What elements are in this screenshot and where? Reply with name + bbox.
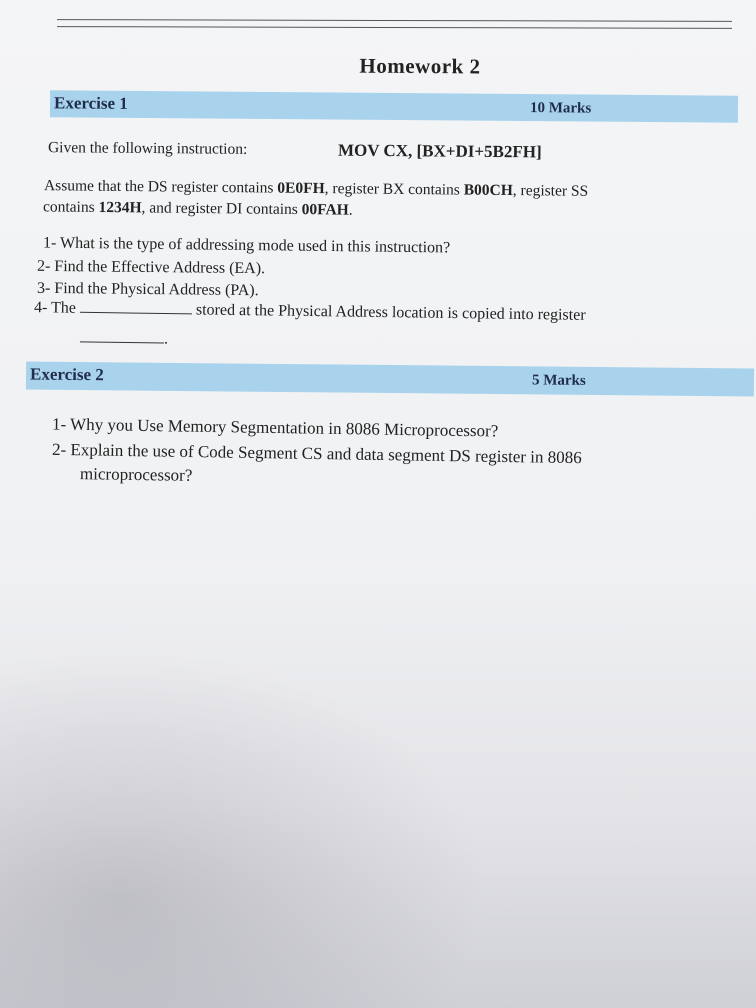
given-instruction-line <box>47 139 542 162</box>
exercise2-label: Exercise 2 <box>29 364 104 385</box>
assume-text-3: , register SS <box>512 182 589 200</box>
assume-line-2 <box>43 198 353 219</box>
question-4 <box>34 299 586 325</box>
question-3: 3- Find the Physical Address (PA). <box>36 279 259 300</box>
q4-blank-1 <box>80 300 192 315</box>
assume-line-1 <box>44 177 588 201</box>
exercise1-label: Exercise 1 <box>53 93 128 113</box>
given-label: Given the following instruction: <box>47 139 248 158</box>
exercise1-header <box>50 90 738 122</box>
bx-value: B00CH <box>463 181 513 200</box>
q4-blank-2 <box>80 329 164 343</box>
question-1: 1- What is the type of addressing mode used in this instruction? <box>42 234 451 257</box>
ss-value: 1234H <box>98 198 142 217</box>
instruction-text: MOV CX, [BX+DI+5B2FH] <box>337 140 542 162</box>
assume-text-4: contains <box>42 198 99 216</box>
ds-value: 0E0FH <box>277 179 325 198</box>
exercise2-header <box>26 362 754 397</box>
ex2-question-2-continuation: microprocessor? <box>79 464 193 485</box>
exercise2-marks: 5 Marks <box>531 372 586 389</box>
q4-suffix: stored at the Physical Address location is copied into register <box>195 301 586 324</box>
ex2-question-1: 1- Why you Use Memory Segmentation in 8086 Microprocessor? <box>51 414 499 441</box>
ex2-question-2: 2- Explain the use of Code Segment CS and data segment DS register in 8086 <box>51 439 582 468</box>
question-2: 2- Find the Effective Address (EA). <box>36 257 266 278</box>
assume-text-2: , register BX contains <box>324 180 464 199</box>
exercise1-marks: 10 Marks <box>529 100 592 117</box>
top-rule-1 <box>57 19 732 22</box>
assume-text-5: , and register DI contains <box>141 199 302 219</box>
assume-text-1: Assume that the DS register contains <box>43 177 278 197</box>
question-4-continuation <box>80 329 168 348</box>
q4-prefix: 4- The <box>33 299 77 317</box>
di-value: 00FAH <box>301 201 349 219</box>
assume-text-6: . <box>348 201 353 219</box>
q4-end: . <box>163 330 169 348</box>
page-title: Homework 2 <box>359 53 481 79</box>
top-rule-2 <box>57 26 732 29</box>
